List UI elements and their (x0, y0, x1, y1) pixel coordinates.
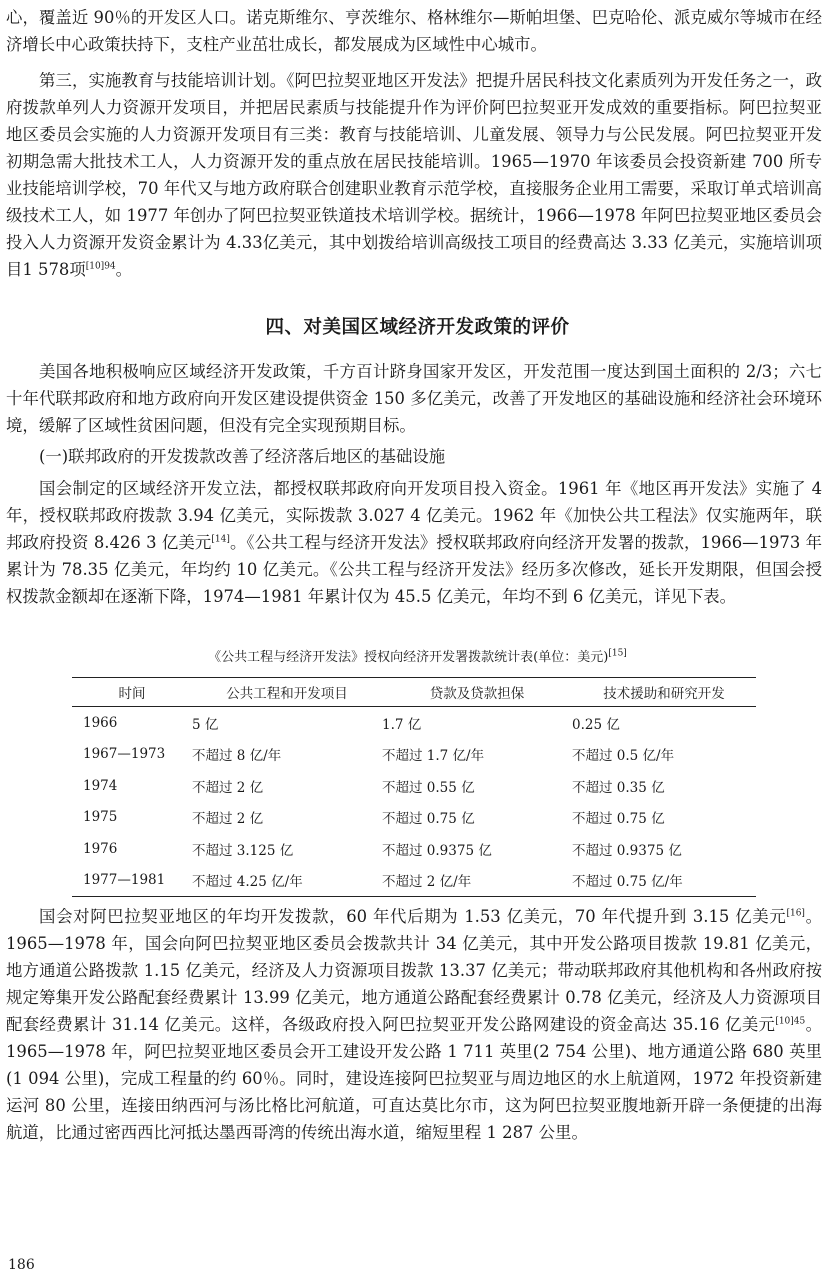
appropriations-table (72, 677, 756, 897)
table-cell: 不超过 0.5 亿/年 (572, 748, 675, 765)
table-cell: 不超过 1.7 亿/年 (382, 748, 485, 765)
paragraph-appalachia-funding: 国会对阿巴拉契亚地区的年均开发拨款，60 年代后期为 1.53 亿美元，70 年代提升到 3.15 亿美元[16]。1965—1978 年，国会向阿巴拉契亚地区委员会拨款共计 34 亿美元，其中开发公路项目拨款 19.81 亿美元，地方通道公路拨款 1.15 亿美元，经济及人力资源项目拨款 13.37 亿美元；带动联邦政府其他机构和各州政府按规定筹集开发公路配套经费累计 13.99 亿美元，地方通道公路配套经费累计 0.78 亿美元，经济及人力资源项目配套经费累计 31.14 亿美元。这样，各级政府投入阿巴拉契亚开发公路网建设的资金高达 35.16 亿美元$^{[10]45}$。1965—1978 年，阿巴拉契亚地区委员会开工建设开发公路 1 711 英里(2 754 公里)、地方通道公路 680 英里(1 094 公里)，完成工程量的约 60％。同时，建设连接阿巴拉契亚与周边地区的水上航道网，1972 年投资新建运河 80 公里，连接田纳西河与汤比格比河航道，可直达莫比尔市，这为阿巴拉契亚腹地新开辟一条便捷的出海航道，比通过密西西比河抵达墨西哥湾的传统出海水道，缩短里程 1 287 公里。 (6, 907, 823, 1142)
header-public-works: 公共工程和开发项目 (226, 686, 348, 702)
paragraph-policy-evaluation: 美国各地积极响应区域经济开发政策，千方百计跻身国家开发区，开发范围一度达到国土面积的 2/3；六七十年代联邦政府和地方政府向开发区建设提供资金 150 多亿美元，改善了开发地区的基础设施和经济社会环境环境，缓解了区域性贫困问题，但没有完全实现预期目标。 (6, 362, 822, 435)
table-cell: 1966 (83, 714, 118, 731)
table-cell: 不超过 0.9375 亿 (572, 842, 682, 859)
table-cell: 不超过 0.55 亿 (382, 779, 475, 796)
table-cell: 5 亿 (192, 716, 219, 733)
table-row (72, 770, 756, 802)
table-cell: 不超过 2 亿/年 (382, 874, 472, 891)
page-number: 186 (8, 1257, 35, 1273)
citation-ref: [14] (211, 534, 230, 545)
table-cell: 不超过 0.75 亿 (382, 811, 475, 828)
header-technical-assistance: 技术援助和研究开发 (603, 686, 725, 702)
table-cell: 1974 (83, 777, 118, 794)
table-cell: 不超过 0.75 亿 (572, 811, 665, 828)
table-cell: 1967—1973 (83, 746, 166, 763)
table-cell: 不超过 0.75 亿/年 (572, 874, 683, 891)
table-cell: 不超过 8 亿/年 (192, 748, 282, 765)
table-cell: 1975 (83, 809, 118, 826)
table-cell: 0.25 亿 (572, 716, 620, 733)
table-caption: 《公共工程与经济开发法》授权向经济开发署拨款统计表(单位：美元)[15] (208, 648, 627, 665)
table-cell: 不超过 0.35 亿 (572, 779, 665, 796)
paragraph-education-training: 第三，实施教育与技能培训计划。《阿巴拉契亚地区开发法》把提升居民科技文化素质列为开发任务之一，政府拨款单列人力资源开发项目，并把居民素质与技能提升作为评价阿巴拉契亚开发成效的重要指标。阿巴拉契亚地区委员会实施的人力资源开发项目有三类：教育与技能培训、儿童发展、领导力与公民发展。阿巴拉契亚开发初期急需大批技术工人，人力资源开发的重点放在居民技能培训。1965—1970 年该委员会投资新建 700 所专业技能培训学校，70 年代又与地方政府联合创建职业教育示范学校，直接服务企业用工需要，采取订单式培训高级技术工人，如 1977 年创办了阿巴拉契亚铁道技术培训学校。据统计，1966—1978 年阿巴拉契亚地区委员会投入人力资源开发资金累计为 4.33亿美元，其中划拨给培训高级技工项目的经费高达 3.33 亿美元，实施培训项目1 578项$^{[10]94}$。 (6, 71, 822, 279)
citation-ref: [15] (608, 648, 627, 659)
citation-ref: [10]45 (775, 1016, 806, 1027)
table-cell: 不超过 3.125 亿 (192, 842, 294, 859)
table-cell: 不超过 2 亿 (192, 779, 264, 796)
paragraph-growth-centers: 心，覆盖近 90％的开发区人口。诺克斯维尔、亨茨维尔、格林维尔—斯帕坦堡、巴克哈伦、派克威尔等城市在经济增长中心政策扶持下，支柱产业茁壮成长，都发展成为区域性中心城市。 (6, 8, 822, 54)
table-cell: 不超过 4.25 亿/年 (192, 874, 303, 891)
table-cell: 1977—1981 (83, 872, 166, 889)
header-time: 时间 (118, 686, 146, 702)
table-row (72, 802, 756, 834)
table-cell: 1.7 亿 (382, 716, 422, 733)
table-cell: 不超过 2 亿 (192, 811, 264, 828)
subsection-heading: (一)联邦政府的开发拨款改善了经济落后地区的基础设施 (39, 447, 446, 466)
table-row (72, 865, 756, 897)
citation-ref: [10]94 (85, 261, 116, 272)
table-cell: 不超过 0.9375 亿 (382, 842, 492, 859)
table-header-row (72, 678, 756, 707)
table-cell: 1976 (83, 840, 118, 857)
table-row (72, 707, 756, 739)
section-heading: 四、对美国区域经济开发政策的评价 (265, 317, 570, 338)
header-loans: 贷款及贷款担保 (429, 686, 525, 702)
table-row (72, 739, 756, 771)
citation-ref: [16] (786, 908, 805, 919)
paragraph-federal-appropriations: 国会制定的区域经济开发立法，都授权联邦政府向开发项目投入资金。1961 年《地区再开发法》实施了 4 年，授权联邦政府拨款 3.94 亿美元，实际拨款 3.027 4 亿美元。1962 年《加快公共工程法》仅实施两年，联邦政府投资 8.426 3 亿美元[14]。《公共工程与经济开发法》授权联邦政府向经济开发署的拨款，1966—1973 年累计为 78.35 亿美元，年均约 10 亿美元。《公共工程与经济开发法》经历多次修改，延长开发期限，但国会授权拨款金额却在逐渐下降，1974—1981 年累计仅为 45.5 亿美元，年均不到 6 亿美元，详见下表。 (6, 479, 823, 606)
table-row (72, 833, 756, 865)
